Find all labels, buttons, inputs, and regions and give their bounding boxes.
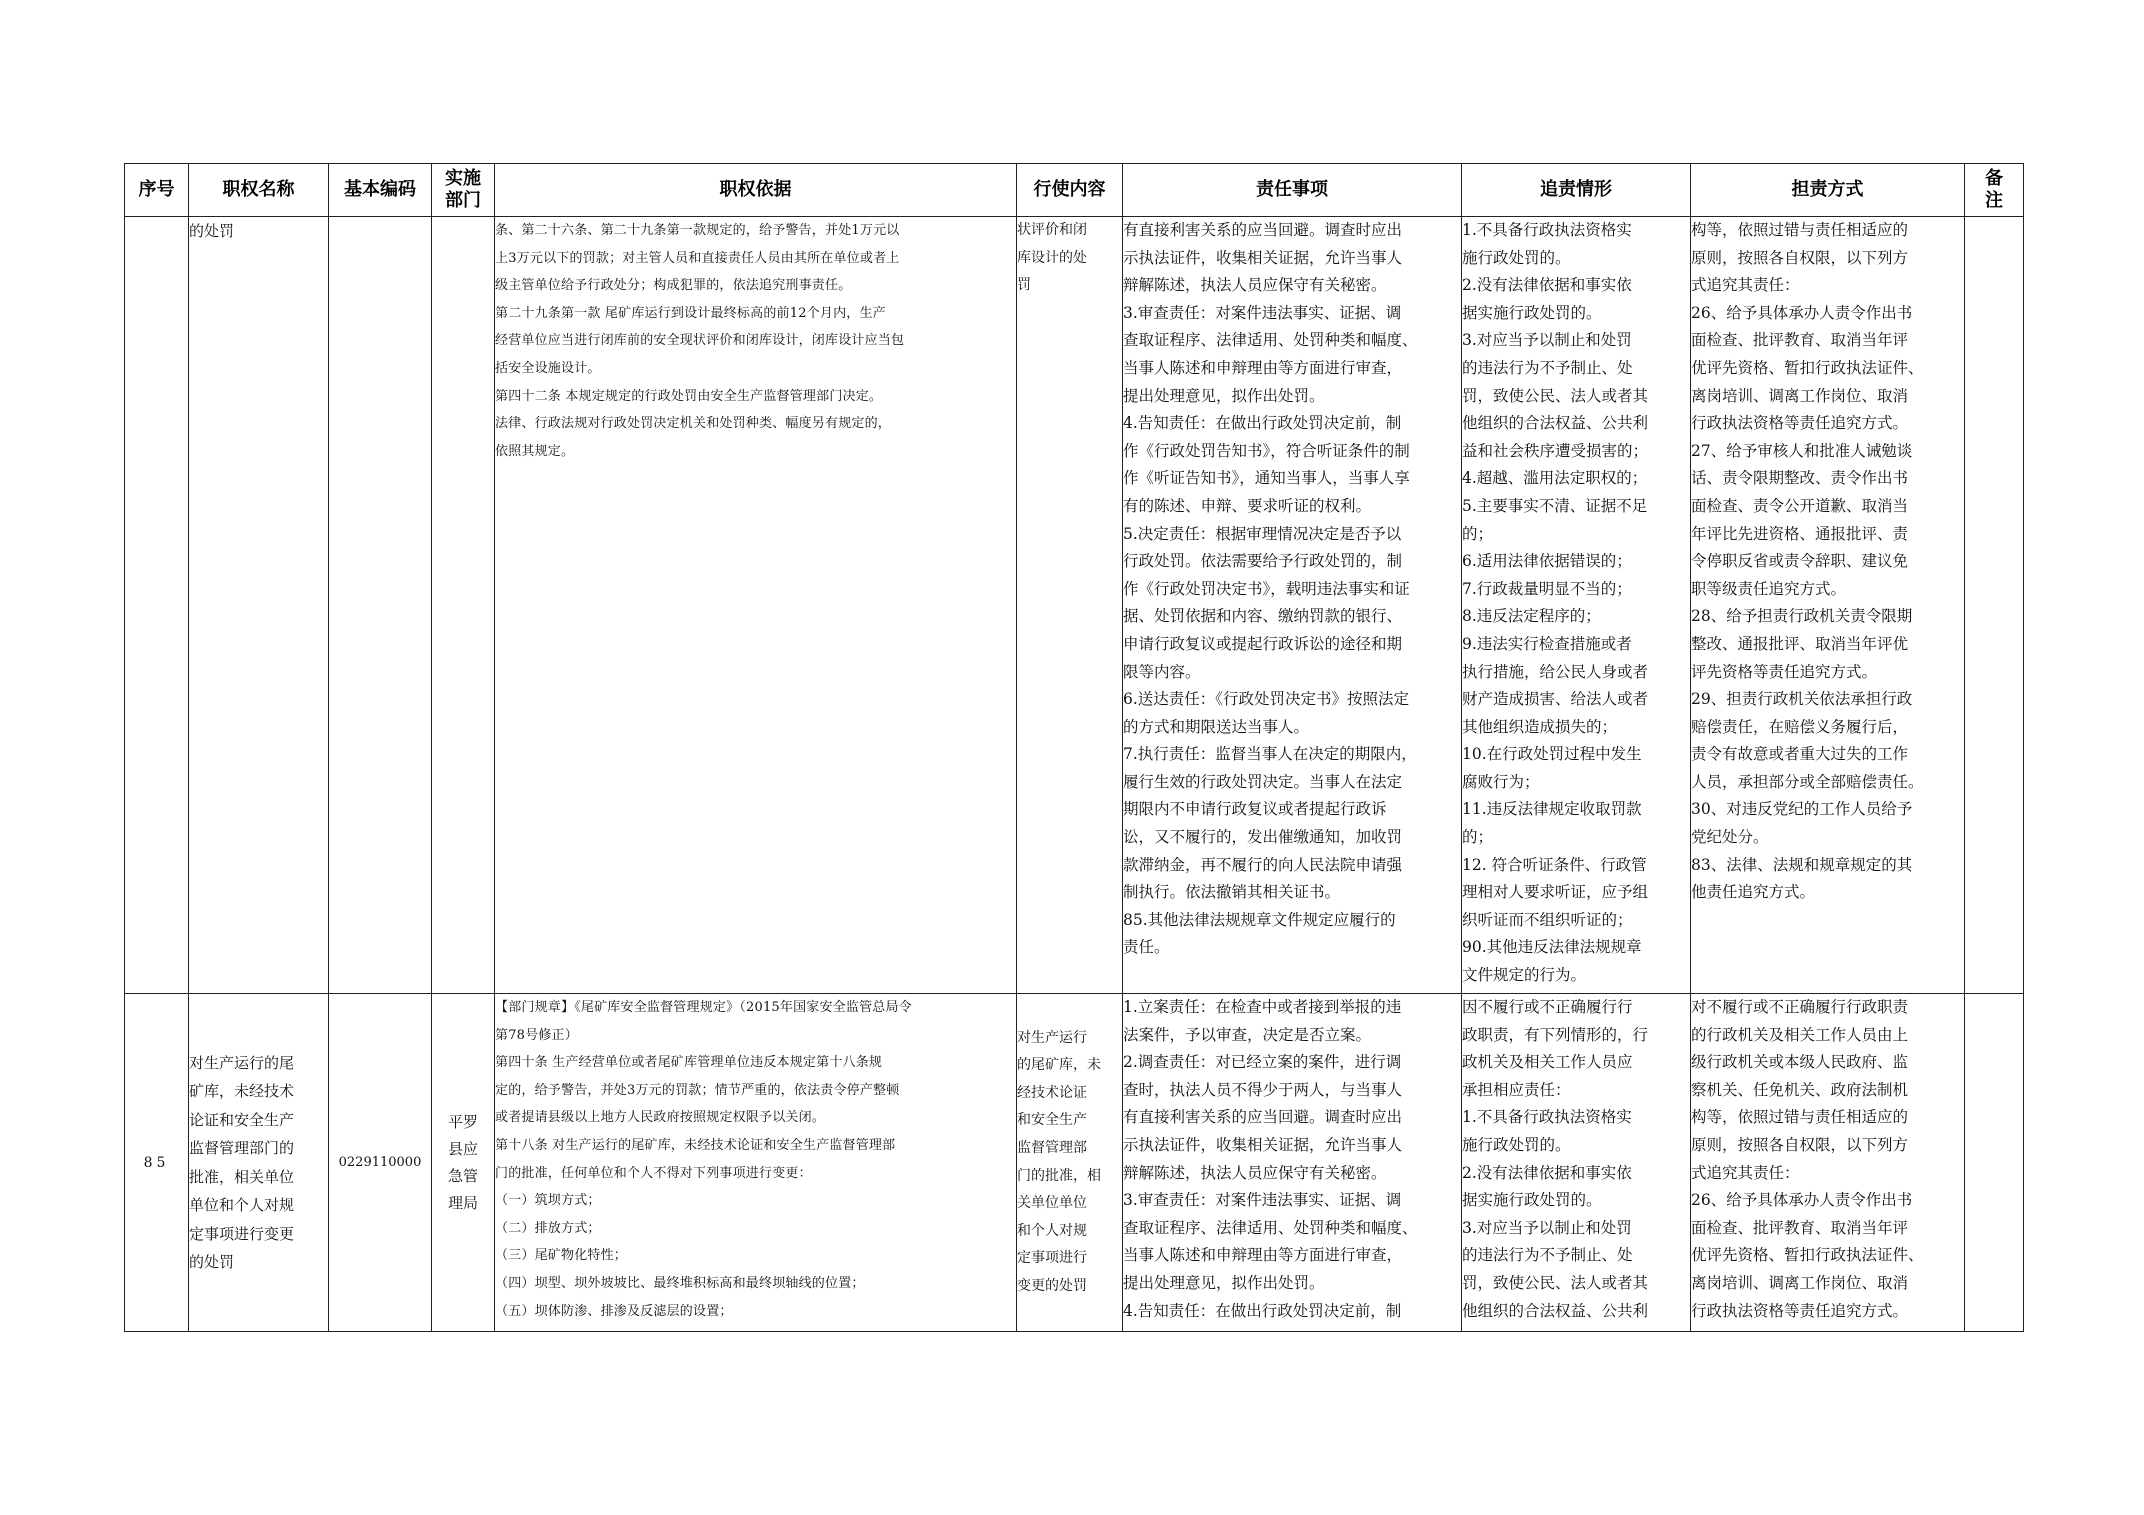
cell-basic-code: [329, 217, 432, 994]
cell-dept: [432, 217, 495, 994]
cell-dept: 平罗 县应 急管 理局: [432, 994, 495, 1332]
cell-power-basis: 条、第二十六条、第二十九条第一款规定的，给予警告，并处1万元以 上3万元以下的罚款；对主管人员和直接责任人员由其所在单位或者上 级主管单位给予行政处分；构成犯罪的，依法追究刑事责任。 第二十九条第一款 尾矿库运行到设计最终标高的前12个月内，生产 经营单位应当进行闭库前的安全现状评价和闭库设计，闭库设计应当包 括安全设施设计。 第四十二条 本规定规定的行政处罚由安全生产监督管理部门决定。 法律、行政法规对行政处罚决定机关和处罚种类、幅度另有规定的， 依照其规定。: [495, 217, 1017, 994]
cell-power-name: 对生产运行的尾 矿库，未经技术 论证和安全生产 监督管理部门的 批准，相关单位 单位和个人对规 定事项进行变更 的处罚: [189, 994, 329, 1332]
cell-power-basis: 【部门规章】《尾矿库安全监督管理规定》（2015年国家安全监管总局令 第78号修正） 第四十条 生产经营单位或者尾矿库管理单位违反本规定第十八条规 定的，给予警告，并处3万元的罚款；情节严重的，依法责令停产整顿 或者提请县级以上地方人民政府按照规定权限予以关闭。 第十八条 对生产运行的尾矿库，未经技术论证和安全生产监督管理部 门的批准，任何单位和个人不得对下列事项进行变更： （一）筑坝方式； （二）排放方式； （三）尾矿物化特性； （四）坝型、坝外坡坡比、最终堆积标高和最终坝轴线的位置； （五）坝体防渗、排渗及反滤层的设置；: [495, 994, 1017, 1332]
header-remark: 备 注: [1965, 164, 2024, 217]
cell-seq: 85: [125, 994, 189, 1332]
power-list-table: [124, 163, 2024, 1332]
cell-exercise-content: 状评价和闭 库设计的处 罚: [1017, 217, 1123, 994]
cell-accountability-cases: 1.不具备行政执法资格实 施行政处罚的。 2.没有法律依据和事实依 据实施行政处罚的。 3.对应当予以制止和处罚 的违法行为不予制止、处 罚，致使公民、法人或者其 他组织的合法权益、公共利 益和社会秩序遭受损害的； 4.超越、滥用法定职权的； 5.主要事实不清、证据不足 的； 6.适用法律依据错误的； 7.行政裁量明显不当的； 8.违反法定程序的； 9.违法实行检查措施或者 执行措施，给公民人身或者 财产造成损害、给法人或者 其他组织造成损失的； 10.在行政处罚过程中发生 腐败行为； 11.违反法律规定收取罚款 的； 12. 符合听证条件、行政管 理相对人要求听证，应予组 织听证而不组织听证的； 90.其他违反法律法规规章 文件规定的行为。: [1462, 217, 1691, 994]
header-seq: 序号: [125, 164, 189, 217]
header-power-basis: 职权依据: [495, 164, 1017, 217]
cell-remark: [1965, 217, 2024, 994]
table-header-row: [125, 164, 2024, 217]
cell-accountability-cases: 因不履行或不正确履行行 政职责，有下列情形的，行 政机关及相关工作人员应 承担相应责任： 1.不具备行政执法资格实 施行政处罚的。 2.没有法律依据和事实依 据实施行政处罚的。 3.对应当予以制止和处罚 的违法行为不予制止、处 罚，致使公民、法人或者其 他组织的合法权益、公共利: [1462, 994, 1691, 1332]
header-responsibility-items: 责任事项: [1123, 164, 1462, 217]
table-row: [125, 217, 2024, 994]
cell-responsibility-items: 有直接利害关系的应当回避。调查时应出 示执法证件，收集相关证据，允许当事人 辩解陈述，执法人员应保守有关秘密。 3.审查责任：对案件违法事实、证据、调 查取证程序、法律适用、处罚种类和幅度、 当事人陈述和申辩理由等方面进行审查， 提出处理意见，拟作出处罚。 4.告知责任：在做出行政处罚决定前，制 作《行政处罚告知书》，符合听证条件的制 作《听证告知书》，通知当事人，当事人享 有的陈述、申辩、要求听证的权利。 5.决定责任：根据审理情况决定是否予以 行政处罚。依法需要给予行政处罚的，制 作《行政处罚决定书》，载明违法事实和证 据、处罚依据和内容、缴纳罚款的银行、 申请行政复议或提起行政诉讼的途径和期 限等内容。 6.送达责任：《行政处罚决定书》按照法定 的方式和期限送达当事人。 7.执行责任：监督当事人在决定的期限内， 履行生效的行政处罚决定。当事人在法定 期限内不申请行政复议或者提起行政诉 讼，又不履行的，发出催缴通知，加收罚 款滞纳金，再不履行的向人民法院申请强 制执行。依法撤销其相关证书。 85.其他法律法规规章文件规定应履行的 责任。: [1123, 217, 1462, 994]
header-accountability-cases: 追责情形: [1462, 164, 1691, 217]
cell-seq: [125, 217, 189, 994]
header-responsibility-method: 担责方式: [1691, 164, 1965, 217]
cell-power-name: 的处罚: [189, 217, 329, 994]
cell-basic-code: 0229110000: [329, 994, 432, 1332]
header-implementing-dept: 实施 部门: [432, 164, 495, 217]
cell-responsibility-items: 1.立案责任：在检查中或者接到举报的违 法案件，予以审查，决定是否立案。 2.调查责任：对已经立案的案件，进行调 查时，执法人员不得少于两人，与当事人 有直接利害关系的应当回避。调查时应出 示执法证件，收集相关证据，允许当事人 辩解陈述，执法人员应保守有关秘密。 3.审查责任：对案件违法事实、证据、调 查取证程序、法律适用、处罚种类和幅度、 当事人陈述和申辩理由等方面进行审查， 提出处理意见，拟作出处罚。 4.告知责任：在做出行政处罚决定前，制: [1123, 994, 1462, 1332]
cell-responsibility-method: 构等，依照过错与责任相适应的 原则，按照各自权限，以下列方 式追究其责任： 26、给予具体承办人责令作出书 面检查、批评教育、取消当年评 优评先资格、暂扣行政执法证件、 离岗培训、调离工作岗位、取消 行政执法资格等责任追究方式。 27、给予审核人和批准人诫勉谈 话、责令限期整改、责令作出书 面检查、责令公开道歉、取消当 年评比先进资格、通报批评、责 令停职反省或责令辞职、建议免 职等级责任追究方式。 28、给予担责行政机关责令限期 整改、通报批评、取消当年评优 评先资格等责任追究方式。 29、担责行政机关依法承担行政 赔偿责任，在赔偿义务履行后， 责令有故意或者重大过失的工作 人员，承担部分或全部赔偿责任。 30、对违反党纪的工作人员给予 党纪处分。 83、法律、法规和规章规定的其 他责任追究方式。: [1691, 217, 1965, 994]
cell-responsibility-method: 对不履行或不正确履行行政职责 的行政机关及相关工作人员由上 级行政机关或本级人民政府、监 察机关、任免机关、政府法制机 构等，依照过错与责任相适应的 原则，按照各自权限，以下列方 式追究其责任： 26、给予具体承办人责令作出书 面检查、批评教育、取消当年评 优评先资格、暂扣行政执法证件、 离岗培训、调离工作岗位、取消 行政执法资格等责任追究方式。: [1691, 994, 1965, 1332]
header-power-name: 职权名称: [189, 164, 329, 217]
cell-exercise-content: 对生产运行 的尾矿库，未 经技术论证 和安全生产 监督管理部 门的批准，相 关单位单位 和个人对规 定事项进行 变更的处罚: [1017, 994, 1123, 1332]
header-basic-code: 基本编码: [329, 164, 432, 217]
table-row: [125, 994, 2024, 1332]
header-exercise-content: 行使内容: [1017, 164, 1123, 217]
cell-remark: [1965, 994, 2024, 1332]
